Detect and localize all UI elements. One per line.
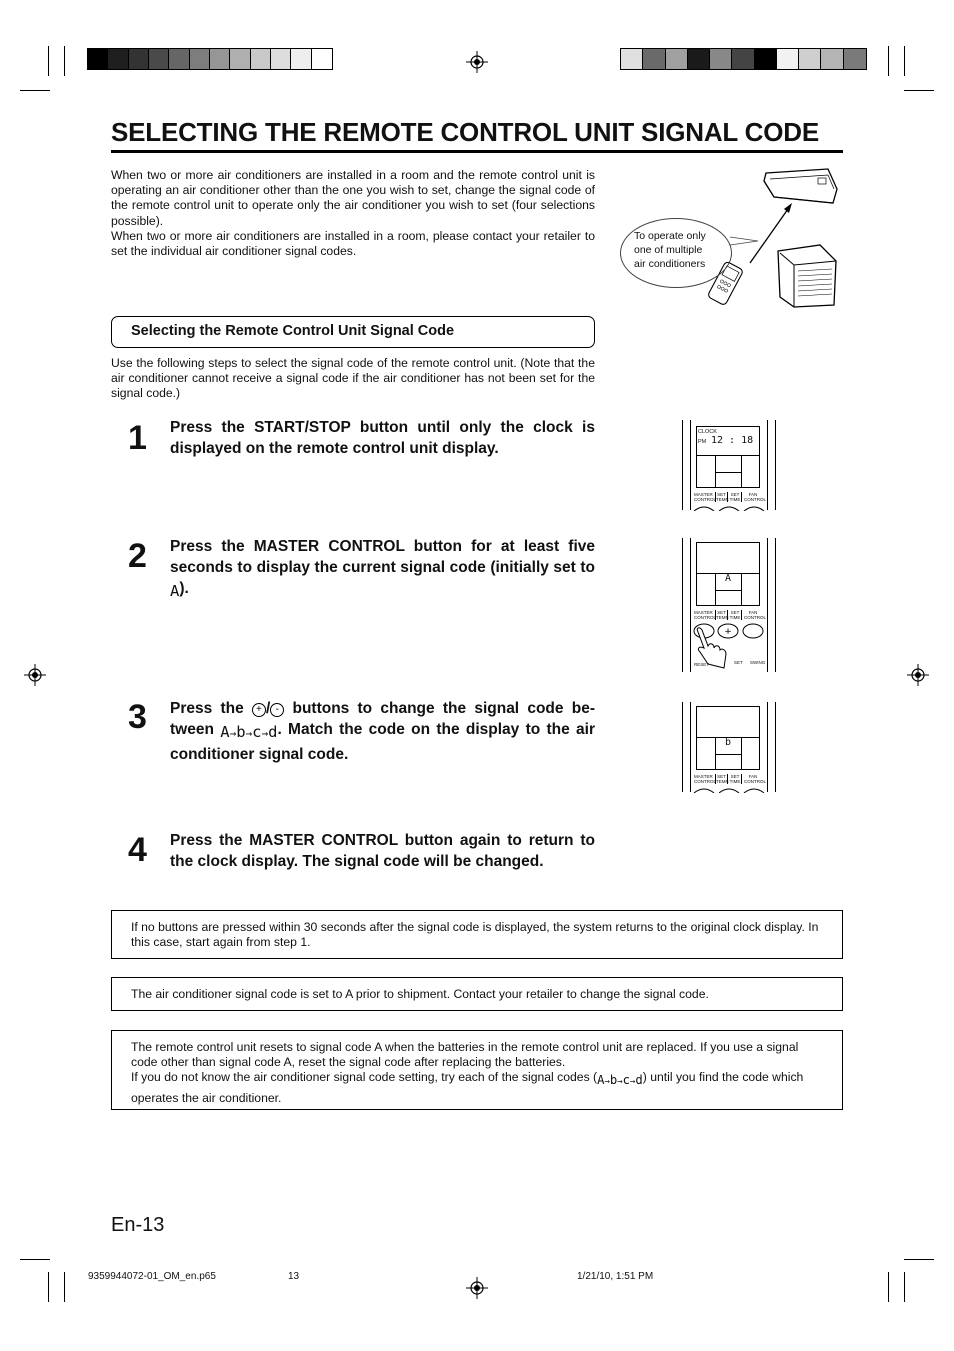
step-3-text-post: . Match the code on the display to the air conditioner signal code. [170,721,595,763]
slash: / [265,700,271,717]
master-control-label: MASTER CONTROL [694,610,717,620]
set-time-label: SET TIME [729,492,741,502]
note-3-line-2-post: ) until you find the code which operates the air conditioner. [131,1070,804,1105]
set-time-label: SET TIME [729,610,741,620]
set-temp-label: SET TEMP. [716,774,730,784]
color-swatch [777,49,799,69]
color-swatch [799,49,821,69]
color-swatch [710,49,732,69]
plus-button-icon: + [252,703,266,717]
reset-label: RESET [694,662,710,667]
step-number-3: 3 [128,698,147,736]
remote-display-clock [682,420,776,510]
arrow: → [245,727,253,740]
crop-mark [64,1272,65,1302]
code-sequence [597,1073,643,1090]
color-swatch [169,49,189,69]
step-text-4: Press the MASTER CONTROL button again to return to the clock display. The signal code will be changed. [170,832,595,870]
callout-line-1: To operate only [634,230,706,242]
crop-mark [48,1272,49,1302]
note-box-3 [111,1030,843,1110]
clock-time: 12 : 18 [711,435,754,446]
color-swatch [844,49,866,69]
fan-control-label: FAN CONTROL [744,492,767,502]
arrow: → [604,1077,610,1088]
step-number-1: 1 [128,419,147,457]
title-rule [111,150,843,153]
crop-mark [904,90,934,91]
crop-mark [64,46,65,76]
footer-page: 13 [288,1271,300,1282]
crop-mark [888,46,889,76]
color-swatch [821,49,843,69]
arrow: → [229,727,237,740]
code-a: A [220,723,230,741]
color-swatch [755,49,777,69]
set-label: SET [734,660,743,665]
color-swatch [251,49,271,69]
color-swatch [291,49,311,69]
set-temp-label: SET TEMP. [716,610,730,620]
note-box-2: The air conditioner signal code is set to A prior to shipment. Contact your retailer to change the signal code. [111,977,843,1011]
crop-mark [904,46,905,76]
clock-label: CLOCK [698,429,717,435]
step-3-text-pre: Press the [170,700,252,717]
code-sequence [220,722,277,744]
intro-paragraph-2: When two or more air conditioners are installed in a room, please contact your retailer to set the individual air conditioner signal codes. [111,228,595,259]
code-d: d [268,723,278,741]
display-code: b [725,737,732,748]
color-swatch [210,49,230,69]
step-number-4: 4 [128,831,147,869]
crop-mark [888,1272,889,1302]
arrow: → [617,1077,623,1088]
crop-mark [904,1272,905,1302]
color-swatch [643,49,665,69]
registration-mark-icon [24,664,46,686]
footer-date: 1/21/10, 1:51 PM [577,1271,654,1282]
page-title: SELECTING THE REMOTE CONTROL UNIT SIGNAL CODE [111,117,819,147]
color-swatch [688,49,710,69]
color-swatch [732,49,754,69]
set-time-label: SET TIME [729,774,741,784]
section-lead-text: Use the following steps to select the signal code of the remote control unit. (Note that the air conditioner cannot receive a signal code if the air conditioner has not been set for the signal code.) [111,356,595,401]
step-2-text-post: ). [179,580,189,597]
color-swatch [88,49,108,69]
color-swatch [312,49,332,69]
code-b: b [609,1073,618,1088]
step-text-3 [170,698,595,765]
color-swatch [621,49,643,69]
master-control-label: MASTER CONTROL [694,774,717,784]
swing-label: SWING [750,660,766,665]
color-swatch [108,49,128,69]
code-c: c [252,723,262,741]
remote-display-code-b [682,702,776,792]
minus-button-icon: - [270,703,284,717]
step-2-text-pre: Press the MASTER CONTROL button for at least five seconds to display the current signal code (initially set to [170,538,595,576]
callout-line-3: air conditioners [634,258,706,270]
set-temp-label: SET TEMP. [716,492,730,502]
code-b: b [236,723,246,741]
code-a: A [170,582,180,600]
step-text-1: Press the START/STOP button until only the clock is displayed on the remote control unit display. [170,419,595,457]
pm-label: PM [698,439,707,445]
color-swatch [190,49,210,69]
footer-file-name: 9359944072-01_OM_en.p65 [88,1271,216,1282]
color-swatch [149,49,169,69]
remote-display-code-a [682,538,776,672]
code-a: A [597,1073,605,1088]
arrow: → [261,727,269,740]
step-number-2: 2 [128,537,147,575]
note-3-line-2-pre: If you do not know the air conditioner signal code setting, try each of the signal codes ( [131,1070,598,1085]
registration-mark-icon [907,664,929,686]
fan-control-label: FAN CONTROL [744,610,767,620]
callout-bubble [620,218,732,288]
svg-text:+: + [724,627,732,637]
color-bar-left [87,48,333,70]
step-3-text-mid: buttons to change the signal code be-tween [170,700,595,738]
registration-mark-icon [466,51,488,73]
crop-mark [20,1259,50,1260]
step-text-2 [170,536,595,602]
fan-control-label: FAN CONTROL [744,774,767,784]
note-3-line-1: The remote control unit resets to signal code A when the batteries in the remote control unit are replaced. If you use a signal code other than signal code A, reset the signal code after replacing the batteries. [131,1040,799,1070]
color-swatch [230,49,250,69]
page-number-label: En-13 [111,1214,165,1236]
section-subheading: Selecting the Remote Control Unit Signal Code [111,316,595,348]
intro-paragraph-1: When two or more air conditioners are installed in a room and the remote control unit is operating an air conditioner other than the one you wish to set, change the signal code of the remote control unit to operate only the air conditioner you wish to set (four selections possible). [111,168,595,228]
crop-mark [48,46,49,76]
registration-mark-icon [466,1277,488,1299]
code-c: c [622,1073,630,1088]
crop-mark [20,90,50,91]
note-3-line-2 [131,1070,823,1105]
note-box-1: If no buttons are pressed within 30 seconds after the signal code is displayed, the system returns to the original clock display. In this case, start again from step 1. [111,910,843,959]
arrow: → [629,1077,636,1088]
color-swatch [129,49,149,69]
crop-mark [904,1259,934,1260]
color-swatch [271,49,291,69]
color-swatch [666,49,688,69]
master-control-label: MASTER CONTROL [694,492,717,502]
callout-line-2: one of multiple [634,244,703,256]
code-d: d [635,1073,643,1088]
display-code: A [725,573,732,584]
intro-text [111,168,595,259]
color-bar-right [620,48,867,70]
